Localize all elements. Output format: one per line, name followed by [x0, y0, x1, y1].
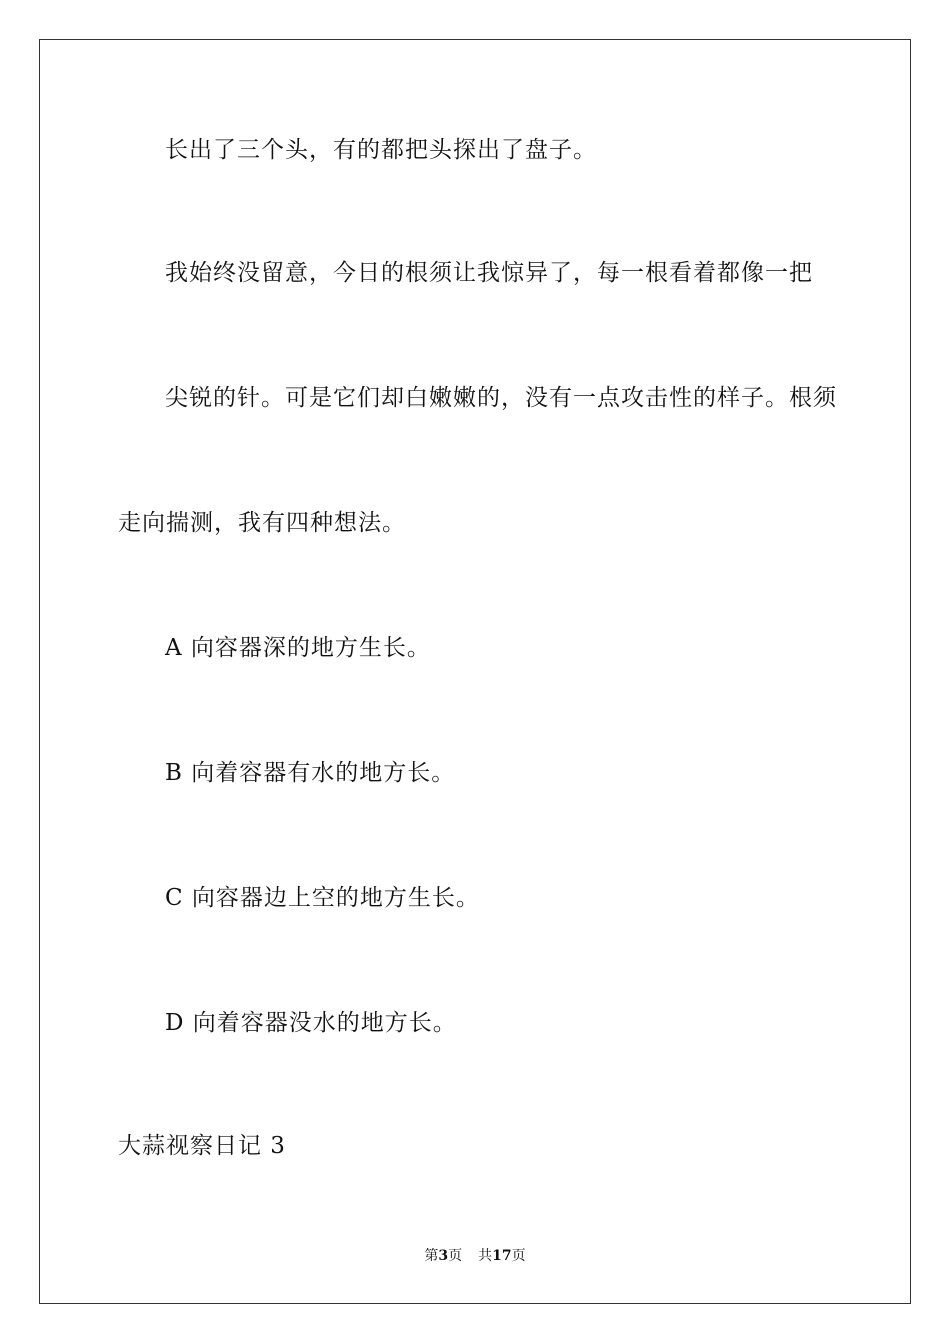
option-c-line: C 向容器边上空的地方生长。	[165, 885, 480, 911]
footer-page-prefix: 第	[424, 1248, 439, 1264]
paragraph-line-3: 尖锐的针。可是它们却白嫩嫩的，没有一点攻击性的样子。根须	[165, 385, 837, 411]
footer-total-suffix: 页	[511, 1248, 526, 1264]
footer-page-suffix: 页	[448, 1248, 463, 1264]
paragraph-line-2: 我始终没留意，今日的根须让我惊异了，每一根看着都像一把	[165, 260, 813, 286]
page-border	[39, 39, 911, 1304]
footer-total-pages: 17	[492, 1248, 512, 1264]
option-d-line: D 向着容器没水的地方长。	[165, 1010, 457, 1036]
option-a-line: A 向容器深的地方生长。	[165, 635, 431, 661]
section-heading: 大蒜视察日记 3	[118, 1133, 286, 1159]
option-b-line: B 向着容器有水的地方长。	[165, 760, 456, 786]
footer-total-prefix: 共	[478, 1248, 493, 1264]
footer-page-number: 3	[438, 1248, 449, 1264]
paragraph-line-4: 走向揣测，我有四种想法。	[118, 510, 406, 536]
page-footer	[0, 1246, 950, 1266]
paragraph-line-1: 长出了三个头，有的都把头探出了盘子。	[165, 137, 597, 163]
